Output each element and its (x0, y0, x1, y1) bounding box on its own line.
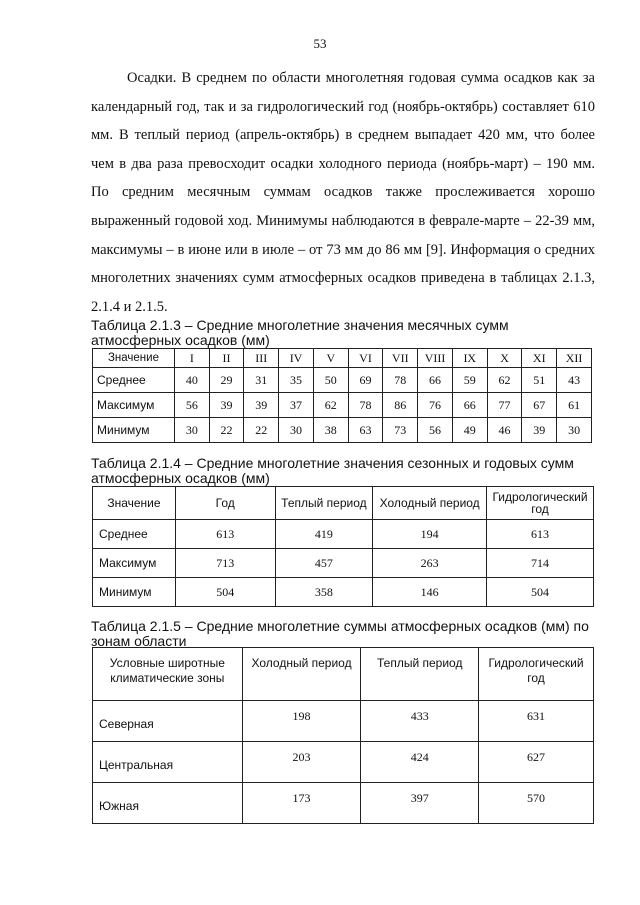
table-row (93, 549, 594, 578)
table-cell: 38 (313, 418, 348, 443)
table-cell: 50 (313, 368, 348, 393)
table-cell: 203 (242, 742, 361, 783)
table-row (93, 520, 594, 549)
table-cell: 713 (175, 549, 275, 578)
table-cell: 419 (275, 520, 373, 549)
table-2-1-3 (92, 348, 592, 443)
table-cell: 397 (361, 783, 479, 824)
body-paragraph: Осадки. В среднем по области многолетняя годовая сумма осадков как за календарный год, так и за гидрологический год (ноябрь-октябрь) составляет 610 мм. В теплый период (апрель-октябрь) в среднем выпадает 420 мм, что более чем в два раза превосходит осадки холодного периода (ноябрь-март) – 190 мм. По средним месячным суммам осадков также прослеживается хорошо выраженный годовой ход. Минимумы наблюдаются в феврале-марте – 22-39 мм, максимумы – в июне или в июле – от 73 мм до 86 мм [9]. Информация о средних многолетних значениях сумм атмосферных осадков приведена в таблицах 2.1.3, 2.1.4 и 2.1.5. (91, 70, 595, 315)
table-cell: 39 (209, 393, 244, 418)
header-cell: III (244, 349, 279, 368)
table-cell: 49 (452, 418, 487, 443)
table-cell: 63 (348, 418, 383, 443)
table-cell: 35 (279, 368, 314, 393)
table-row (93, 578, 594, 607)
table-cell: 457 (275, 549, 373, 578)
table-cell: 61 (557, 393, 592, 418)
row-label: Минимум (93, 418, 175, 443)
header-cell: IX (452, 349, 487, 368)
table-cell: 358 (275, 578, 373, 607)
header-cell: VIII (418, 349, 453, 368)
table-cell: 22 (244, 418, 279, 443)
table-cell: 39 (522, 418, 557, 443)
table-cell: 30 (557, 418, 592, 443)
table-cell: 627 (479, 742, 594, 783)
header-cell: Теплый период (361, 648, 479, 701)
table-cell: 62 (313, 393, 348, 418)
header-cell: Гидрологический год (487, 487, 594, 520)
table-cell: 631 (479, 701, 594, 742)
table-cell: 78 (348, 393, 383, 418)
table-cell: 714 (487, 549, 594, 578)
table-cell: 22 (209, 418, 244, 443)
table-cell: 30 (174, 418, 209, 443)
header-cell: Значение (93, 349, 175, 368)
table-cell: 69 (348, 368, 383, 393)
table-cell: 66 (452, 393, 487, 418)
table-cell: 613 (487, 520, 594, 549)
table-2-1-3-caption: Таблица 2.1.3 – Средние многолетние значения месячных сумм атмосферных осадков (мм) (91, 317, 509, 348)
table-cell: 56 (418, 418, 453, 443)
table-cell: 59 (452, 368, 487, 393)
row-label: Южная (93, 783, 243, 824)
table-cell: 56 (174, 393, 209, 418)
table-cell: 570 (479, 783, 594, 824)
table-cell: 77 (487, 393, 522, 418)
table-cell: 504 (175, 578, 275, 607)
table-cell: 613 (175, 520, 275, 549)
table-cell: 504 (487, 578, 594, 607)
table-cell: 433 (361, 701, 479, 742)
header-cell: X (487, 349, 522, 368)
table-cell: 51 (522, 368, 557, 393)
row-label: Максимум (93, 393, 175, 418)
table-cell: 198 (242, 701, 361, 742)
table-row (93, 418, 592, 443)
table-cell: 173 (242, 783, 361, 824)
table-row (93, 742, 594, 783)
header-cell: Холодный период (242, 648, 361, 701)
header-cell: Условные широтные климатические зоны (93, 648, 243, 701)
header-cell: Значение (93, 487, 176, 520)
header-cell: XII (557, 349, 592, 368)
table-cell: 194 (373, 520, 487, 549)
header-cell: XI (522, 349, 557, 368)
table-cell: 78 (383, 368, 418, 393)
table-cell: 263 (373, 549, 487, 578)
table-cell: 424 (361, 742, 479, 783)
header-cell: Год (175, 487, 275, 520)
table-cell: 31 (244, 368, 279, 393)
table-cell: 37 (279, 393, 314, 418)
header-cell: Холодный период (373, 487, 487, 520)
table-cell: 46 (487, 418, 522, 443)
table-2-1-4-caption: Таблица 2.1.4 – Средние многолетние значения сезонных и годовых сумм атмосферных осадков (мм) (91, 455, 574, 486)
row-label: Среднее (93, 520, 176, 549)
table-cell: 76 (418, 393, 453, 418)
table-cell: 29 (209, 368, 244, 393)
table-header-row (93, 648, 594, 701)
table-cell: 39 (244, 393, 279, 418)
row-label: Максимум (93, 549, 176, 578)
table-row (93, 368, 592, 393)
row-label: Среднее (93, 368, 175, 393)
table-cell: 62 (487, 368, 522, 393)
header-cell: V (313, 349, 348, 368)
row-label: Северная (93, 701, 243, 742)
table-cell: 73 (383, 418, 418, 443)
table-cell: 86 (383, 393, 418, 418)
table-cell: 66 (418, 368, 453, 393)
header-cell: Теплый период (275, 487, 373, 520)
header-cell: II (209, 349, 244, 368)
table-cell: 146 (373, 578, 487, 607)
table-2-1-4 (92, 486, 594, 607)
table-2-1-5-caption: Таблица 2.1.5 – Средние многолетние суммы атмосферных осадков (мм) по зонам области (91, 618, 589, 649)
table-cell: 30 (279, 418, 314, 443)
table-row (93, 701, 594, 742)
table-row (93, 783, 594, 824)
table-cell: 67 (522, 393, 557, 418)
header-cell: Гидрологический год (479, 648, 594, 701)
header-cell: VI (348, 349, 383, 368)
table-2-1-5 (92, 647, 594, 824)
table-header-row (93, 349, 592, 368)
row-label: Минимум (93, 578, 176, 607)
header-cell: IV (279, 349, 314, 368)
header-cell: I (174, 349, 209, 368)
page-number: 53 (313, 36, 327, 51)
table-header-row (93, 487, 594, 520)
row-label: Центральная (93, 742, 243, 783)
table-row (93, 393, 592, 418)
table-cell: 43 (557, 368, 592, 393)
header-cell: VII (383, 349, 418, 368)
table-cell: 40 (174, 368, 209, 393)
